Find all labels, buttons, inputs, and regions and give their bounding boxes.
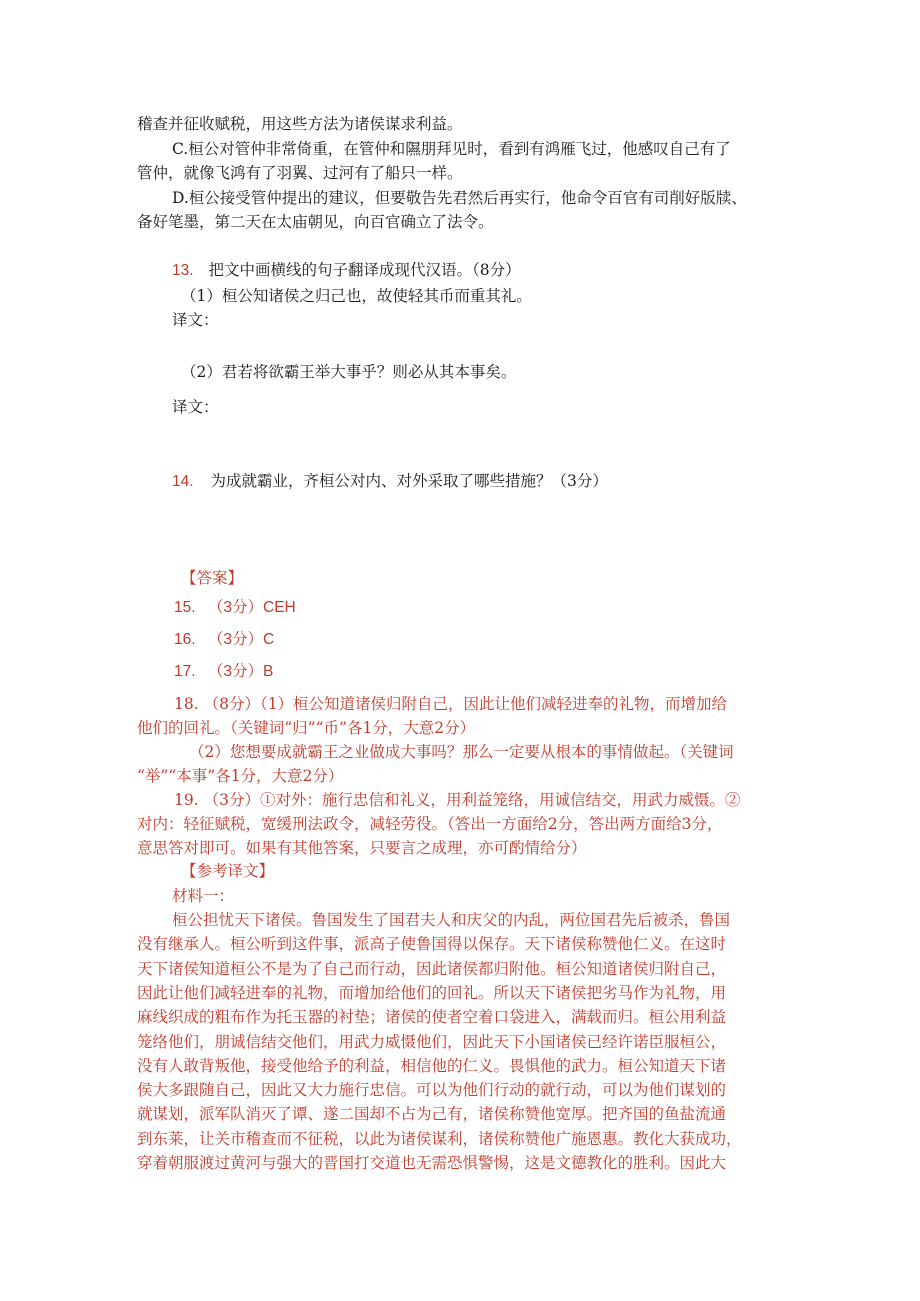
answer-15-number: 15. [174,599,196,616]
translation-line: 因此让他们减轻进奉的礼物，而增加给他们的回礼。所以天下诸侯把劣马作为礼物，用 [137,984,727,1002]
translation-line: 麻线织成的粗布作为托玉器的衬垫；诸侯的使者空着口袋进入，满载而归。桓公用利益 [137,1008,727,1026]
answer-18-line-1: 18. （8分）（1）桓公知道诸侯归附自己，因此让他们减轻进奉的礼物，而增加给 [174,695,728,713]
answer-19-line-2: 对内：轻征赋税，宽缓刑法政令，减轻劳役。（答出一方面给2分，答出两方面给3分， [137,815,723,833]
translation-line: 桓公担忧天下诸侯。鲁国发生了国君夫人和庆父的内乱，两位国君先后被杀，鲁国 [172,911,731,929]
answer-16-text: （3分）C [207,631,275,648]
answer-17-text: （3分）B [207,663,274,680]
question-13-yiwen-2: 译文： [172,398,219,416]
answer-18-line-4: “举”“本事”各1分，大意2分） [137,767,344,785]
translation-line: 没有人敢背叛他，接受他给予的利益，相信他的仁义。畏惧他的武力。桓公知道天下诸 [137,1057,727,1075]
answer-17-number: 17. [174,663,196,680]
answer-15 [174,597,296,619]
option-c-line1: C.桓公对管仲非常倚重，在管仲和隰朋拜见时，看到有鸿雁飞过，他感叹自己有了 [172,140,731,158]
answer-heading: 【答案】 [181,569,244,587]
translation-material-label: 材料一： [172,887,235,905]
option-d-line2: 备好笔墨，第二天在太庙朝见，向百官确立了法令。 [137,213,494,231]
question-14-number: 14. [172,473,194,490]
option-c-line2: 管仲，就像飞鸿有了羽翼、过河有了船只一样。 [137,164,463,182]
question-13 [172,259,521,282]
translation-line: 到东莱，让关市稽查而不征税，以此为诸侯谋利，诸侯称赞他广施恩惠。教化大获成功， [137,1130,742,1148]
question-13-sentence-2: （2）君若将欲霸王举大事乎？则必从其本事矣。 [181,363,517,381]
answer-19-line-3: 意思答对即可。如果有其他答案，只要言之成理，亦可酌情给分） [137,839,587,857]
translation-line: 穿着朝服渡过黄河与强大的晋国打交道也无需恐惧警惕，这是文德教化的胜利。因此大 [137,1154,727,1172]
answer-17 [174,661,273,683]
question-13-prompt: 把文中画横线的句子翻译成现代汉语。（8分） [208,261,521,279]
option-b-tail: 稽查并征收赋税，用这些方法为诸侯谋求利益。 [137,115,463,133]
answer-16 [174,629,274,651]
translation-line: 天下诸侯知道桓公不是为了自己而行动，因此诸侯都归附他。桓公知道诸侯归附自己， [137,960,727,978]
option-d-line1: D.桓公接受管仲提出的建议，但要敬告先君然后再实行，他命令百官有司削好版牍、 [172,189,747,207]
translation-line: 没有继承人。桓公听到这件事，派高子使鲁国得以保存。天下诸侯称赞他仁义。在这时 [137,935,727,953]
translation-line: 笼络他们，朋诚信结交他们，用武力威慑他们，因此天下小国诸侯已经许诺臣服桓公， [137,1033,727,1051]
translation-heading: 【参考译文】 [181,862,275,880]
question-14-prompt: 为成就霸业，齐桓公对内、对外采取了哪些措施？（3分） [210,472,608,490]
question-13-sentence-1: （1）桓公知诸侯之归己也，故使轻其币而重其礼。 [181,287,532,305]
translation-line: 侯大多跟随自己，因此又大力施行忠信。可以为他们行动的就行动，可以为他们谋划的 [137,1081,727,1099]
answer-19-line-1: 19. （3分）①对外：施行忠信和礼义，用利益笼络，用诚信结交，用武力威慑。② [174,791,741,809]
question-13-number: 13. [172,262,194,279]
question-14 [172,470,608,493]
answer-18-line-2: 他们的回礼。（关键词“归”“币”各1分，大意2分） [137,719,476,737]
translation-line: 就谋划，派军队消灭了谭、遂二国却不占为己有，诸侯称赞他宽厚。把齐国的鱼盐流通 [137,1105,727,1123]
answer-16-number: 16. [174,631,196,648]
answer-18-line-3: （2）您想要成就霸王之业做成大事吗？那么一定要从根本的事情做起。（关键词 [189,743,734,761]
question-13-yiwen-1: 译文： [172,311,219,329]
answer-15-text: （3分）CEH [207,599,296,616]
